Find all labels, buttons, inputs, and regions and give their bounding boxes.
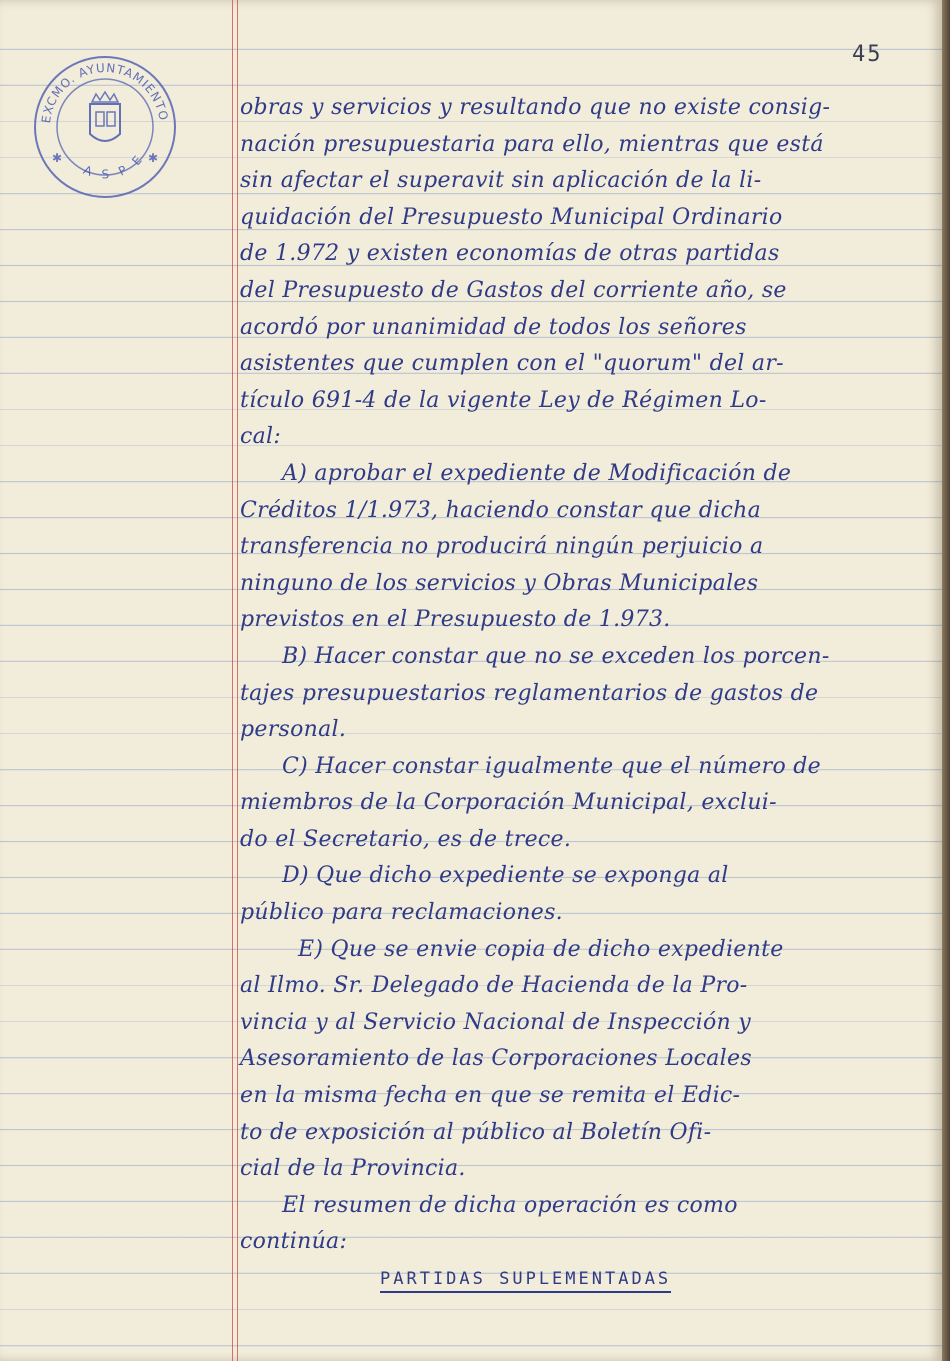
text-line: vincia y al Servicio Nacional de Inspección y [240,1009,751,1035]
text-line: continúa: [240,1229,348,1255]
seal-bottom-text: A S P E [81,150,148,182]
seal-icon [30,52,180,202]
text-line: personal. [240,717,347,743]
handwritten-text-block [240,90,922,1298]
text-line: previstos en el Presupuesto de 1.973. [240,607,671,633]
text-line: B) Hacer constar que no se exceden los porcen- [282,643,830,669]
margin-line [232,0,233,1361]
text-line: público para reclamaciones. [240,900,563,926]
text-line: do el Secretario, es de trece. [240,826,572,852]
text-line: to de exposición al público al Boletín Ofi- [240,1119,712,1145]
text-line: tículo 691-4 de la vigente Ley de Régimen Lo- [240,387,767,413]
text-line: cal: [240,424,282,450]
svg-text:EXCMO. AYUNTAMIENTO DE [30,52,171,127]
margin-line [237,0,238,1361]
text-line: quidación del Presupuesto Municipal Ordinario [240,204,783,230]
text-line: al Ilmo. Sr. Delegado de Hacienda de la Pro- [240,973,748,999]
text-line: Créditos 1/1.973, haciendo constar que dicha [240,497,762,523]
section-heading-text: PARTIDAS SUPLEMENTADAS [380,1269,671,1293]
text-line: D) Que dicho expediente se exponga al [282,863,729,889]
page-number: 45 [852,42,883,67]
text-line: C) Hacer constar igualmente que el número de [282,753,821,779]
book-edge [942,0,950,1361]
text-line: nación presupuestaria para ello, mientras que está [240,131,824,157]
section-heading [240,1261,922,1298]
municipal-seal-stamp [30,52,180,202]
text-line: tajes presupuestarios reglamentarios de gastos de [240,680,819,706]
svg-text:✱: ✱ [148,151,159,165]
text-line: obras y servicios y resultando que no existe consig- [240,95,831,120]
svg-text:A S P E [81,150,147,181]
text-line: Asesoramiento de las Corporaciones Locales [240,1046,752,1072]
svg-text:✱: ✱ [52,151,63,165]
text-line: miembros de la Corporación Municipal, exclui- [240,790,777,816]
text-line: asistentes que cumplen con el "quorum" del ar- [240,351,784,377]
seal-ring-text: EXCMO. AYUNTAMIENTO [39,60,171,125]
text-line: A) aprobar el expediente de Modificación de [282,460,792,486]
text-line: El resumen de dicha operación es como [282,1192,738,1218]
text-line: de 1.972 y existen economías de otras partidas [240,241,780,267]
text-line: en la misma fecha en que se remita el Edic- [240,1083,741,1109]
text-line: cial de la Provincia. [240,1156,466,1182]
text-line: ninguno de los servicios y Obras Municipales [240,570,759,596]
text-line: sin afectar el superavit sin aplicación de la li- [240,168,762,194]
text-line: acordó por unanimidad de todos los señores [240,314,747,340]
text-line: transferencia no producirá ningún perjuicio a [240,534,764,560]
text-line: del Presupuesto de Gastos del corriente año, se [240,277,787,303]
text-line: E) Que se envie copia de dicho expediente [298,936,784,962]
